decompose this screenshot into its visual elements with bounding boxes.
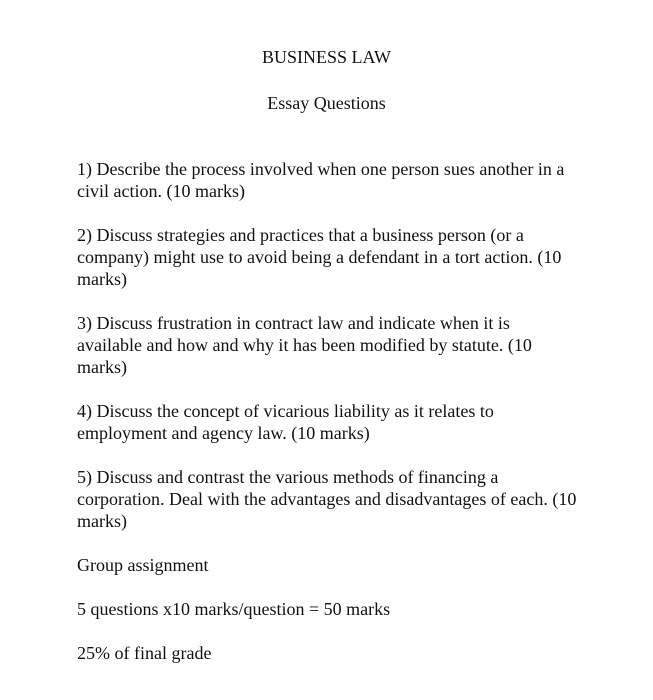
document-subtitle: Essay Questions (267, 93, 386, 113)
question-1: 1) Describe the process involved when one person sues another in a civil action. (10 marks) (77, 159, 565, 201)
question-4: 4) Discuss the concept of vicarious liability as it relates to employment and agency law. (10 marks) (77, 401, 494, 443)
question-3: 3) Discuss frustration in contract law and indicate when it is available and how and why it has been modified by statute. (10 marks) (77, 313, 532, 377)
question-5: 5) Discuss and contrast the various methods of financing a corporation. Deal with the advantages and disadvantages of each. (10 marks) (77, 467, 577, 531)
marks-summary: 5 questions x10 marks/question = 50 marks (77, 599, 391, 619)
question-2: 2) Discuss strategies and practices that a business person (or a company) might use to avoid being a defendant in a tort action. (10 marks) (77, 225, 562, 289)
document-title: BUSINESS LAW (261, 47, 392, 67)
assignment-type: Group assignment (77, 555, 209, 575)
grade-weight: 25% of final grade (77, 643, 212, 663)
document-body (77, 158, 577, 664)
